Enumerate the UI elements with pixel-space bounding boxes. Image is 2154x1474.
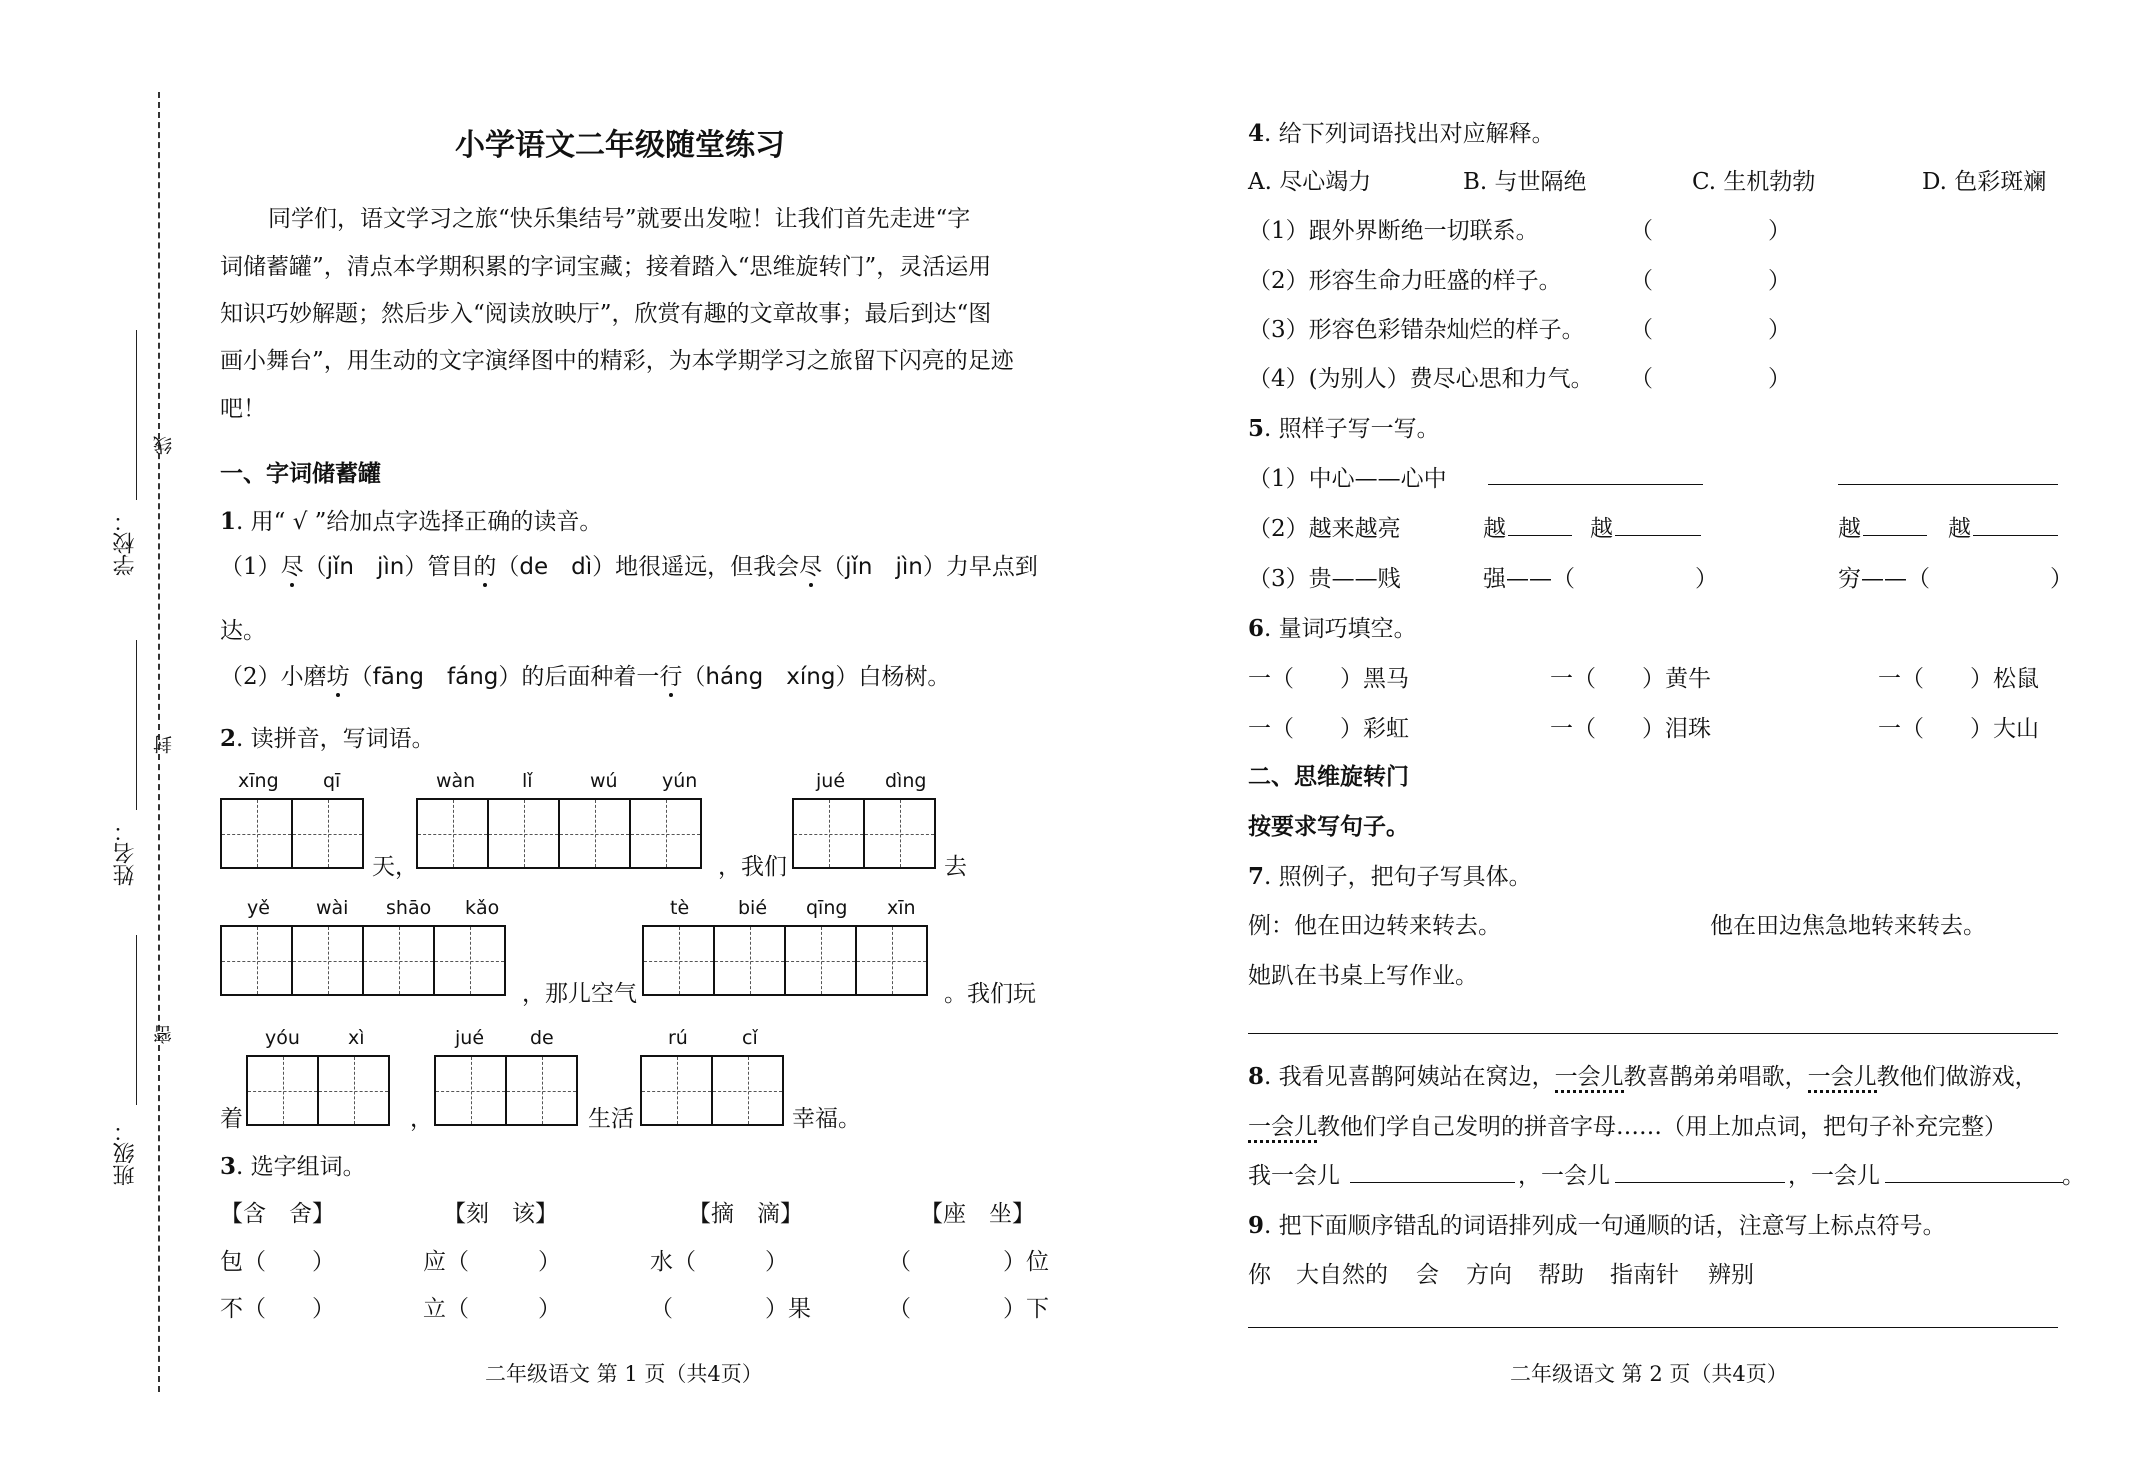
q4-answer-paren[interactable]: （ ） [1630,317,1791,343]
pinyin: wú [590,770,618,792]
q2-number: 2 [220,725,237,752]
q1-number: 1 [220,508,237,535]
q4-answer-paren[interactable]: （ ） [1630,218,1791,244]
q6-number: 6 [1248,615,1265,642]
class-label: 班级： [113,1120,138,1186]
writing-grid-yewaishaokao[interactable] [220,925,506,996]
pinyin: rú [668,1027,688,1049]
q2-text-4: ，那儿空气 [522,981,637,1007]
q8-dotted-word-3: 一会儿 [1248,1114,1317,1143]
q8-text-2: 教喜鹊弟弟唱歌， [1623,1064,1808,1090]
q3-blank[interactable]: 水（ ） [650,1249,788,1275]
q4-text: . 给下列词语找出对应解释。 [1264,121,1555,147]
q9-word: 辨别 [1708,1262,1754,1288]
q1-prompt [220,503,602,536]
q7-text: . 照例子，把句子写具体。 [1264,864,1532,890]
pinyin: xì [348,1027,365,1049]
q1-dotted-char-2: 的 [473,554,497,580]
q3-header-1: 【含 舍】 [220,1201,335,1227]
pinyin: tè [670,897,690,919]
q8-dotted-word-2: 一会儿 [1808,1064,1877,1093]
yue-char: 越 [1838,516,1861,542]
q6-blank[interactable]: 一（ ）黑马 [1248,666,1409,692]
q8-answer-a4: 。 [2062,1163,2085,1189]
q9-word: 方向 [1466,1262,1512,1288]
intro-line-4: 画小舞台”，用生动的文字演绎图中的精彩，为本学期学习之旅留下闪亮的足迹 [220,348,1014,374]
school-line [136,330,137,500]
q3-number: 3 [220,1153,237,1180]
q3-blank[interactable]: （ ）下 [888,1296,1049,1322]
q3-header-2: 【刻 该】 [443,1201,558,1227]
answer-line[interactable] [1615,1182,1785,1183]
q9-word: 帮助 [1538,1262,1584,1288]
q7-question: 她趴在书桌上写作业。 [1248,963,1478,989]
q2-prompt [220,720,435,753]
q4-answer-paren[interactable]: （ ） [1630,268,1791,294]
pinyin: wàn [436,770,476,792]
pinyin: de [530,1027,554,1049]
pinyin: kǎo [465,897,500,919]
q2-text-3: 去 [944,854,967,880]
q4-option-b: B. 与世隔绝 [1463,169,1587,195]
q1-l1-part3: （jǐn jìn）力早点到 [822,554,1038,580]
q4-number: 4 [1248,120,1265,147]
section-2-heading: 二、思维旋转门 [1248,763,1409,790]
q8-answer-a3: ，一会儿 [1788,1163,1880,1189]
answer-line[interactable] [1508,535,1572,536]
section-2-subheading: 按要求写句子。 [1248,813,1409,840]
answer-line[interactable] [1488,484,1703,485]
q3-text: . 选字组词。 [236,1154,366,1180]
q6-blank[interactable]: 一（ ）大山 [1878,716,2039,742]
close-paren: ） [2050,566,2073,592]
name-line [136,640,137,810]
pinyin: qī [323,770,341,792]
q8-answer-a1: 我一会儿 [1248,1163,1340,1189]
q4-item: （1）跟外界断绝一切联系。 [1248,218,1539,244]
seal-char-feng: 封 [153,735,175,754]
writing-grid-xingqi[interactable] [220,798,364,869]
q7-number: 7 [1248,863,1265,890]
q3-header-3: 【摘 滴】 [688,1201,803,1227]
q1-line-1b: 达。 [220,618,266,644]
pinyin: qīng [806,897,848,919]
intro-line-2: 词储蓄罐”，清点本学期积累的字词宝藏；接着踏入“思维旋转门”，灵活运用 [220,254,992,280]
q6-blank[interactable]: 一（ ）泪珠 [1550,716,1711,742]
name-label: 姓名： [113,820,138,886]
q1-l1-part1: （jǐn jìn）管目 [303,554,474,580]
q9-answer-line[interactable] [1248,1327,2058,1328]
q1-l1-part2: （de dì）地很遥远，但我会 [496,554,800,580]
q3-blank[interactable]: 包（ ） [220,1249,335,1275]
seal-char-mi: 密 [153,1025,175,1044]
q3-blank[interactable]: （ ）果 [650,1296,811,1322]
q5-row-1: （1）中心——心中 [1248,466,1447,492]
q4-item: （4）(为别人）费尽心思和力气。 [1248,366,1594,392]
q3-blank[interactable]: 不（ ） [220,1296,335,1322]
answer-line[interactable] [1350,1182,1515,1183]
pinyin: lǐ [522,770,533,792]
pinyin: yún [662,770,698,792]
intro-line-5: 吧！ [220,396,266,422]
q2-text-5: 。我们玩 [944,981,1036,1007]
answer-line[interactable] [1973,535,2058,536]
q3-prompt [220,1148,366,1181]
q4-answer-paren[interactable]: （ ） [1630,366,1791,392]
q5-qiong: 穷——（ [1838,566,1930,592]
yue-char: 越 [1483,516,1506,542]
pinyin: dìng [885,770,927,792]
q5-row-2: （2）越来越亮 [1248,516,1401,542]
q6-text: . 量词巧填空。 [1264,616,1417,642]
page-2-footer: 二年级语文 第 2 页（共4页） [1510,1362,1788,1386]
q8-number: 8 [1248,1063,1265,1090]
q1-l2-prefix: （2）小磨 [220,664,327,690]
q9-text: . 把下面顺序错乱的词语排列成一句通顺的话，注意写上标点符号。 [1264,1213,1946,1239]
pinyin: wài [316,897,349,919]
writing-grid-tebieqingxin[interactable] [642,925,928,996]
q3-blank[interactable]: （ ）位 [888,1249,1049,1275]
q1-l1-prefix: （1） [220,554,281,580]
intro-line-1: 同学们，语文学习之旅“快乐集结号”就要出发啦！让我们首先走进“字 [268,206,971,232]
yue-char: 越 [1948,516,1971,542]
q9-word: 指南针 [1610,1262,1679,1288]
q7-answer-line[interactable] [1248,1033,2058,1034]
q4-option-d: D. 色彩斑斓 [1922,169,2047,195]
q4-prompt [1248,115,1555,148]
q8-dotted-word-1: 一会儿 [1555,1064,1624,1093]
q2-text-2: ，我们 [718,854,787,880]
q2-text-6: 着 [220,1106,243,1132]
intro-line-3: 知识巧妙解题；然后步入“阅读放映厅”，欣赏有趣的文章故事；最后到达“图 [220,301,992,327]
writing-grid-juede[interactable] [434,1055,578,1126]
answer-line[interactable] [1885,1182,2063,1183]
q3-header-4: 【座 坐】 [920,1201,1035,1227]
q1-text: . 用“ √ ”给加点字选择正确的读音。 [236,509,603,535]
q2-text-8: 生活 [588,1106,634,1132]
q6-blank[interactable]: 一（ ）松鼠 [1878,666,2039,692]
q1-dotted-char-1: 尽 [280,554,304,580]
writing-grid-wanliwuyun[interactable] [416,798,702,869]
pinyin: shāo [386,897,432,919]
writing-grid-youxi[interactable] [246,1055,390,1126]
close-paren: ） [1695,566,1718,592]
page-1-footer: 二年级语文 第 1 页（共4页） [485,1362,763,1386]
q2-text-1: 天， [372,854,418,880]
pinyin: cǐ [742,1027,758,1049]
pinyin: yóu [265,1027,300,1049]
pinyin: jué [816,770,846,792]
answer-line[interactable] [1838,484,2058,485]
q5-row-3: （3）贵——贱 [1248,566,1401,592]
class-line [136,935,137,1105]
q6-prompt [1248,610,1417,643]
q2-text-7: ， [410,1106,433,1132]
pinyin: bié [738,897,768,919]
q7-example-answer: 他在田边焦急地转来转去。 [1710,913,1986,939]
pinyin: xīn [887,897,916,919]
q1-l2-part2: （háng xíng）白杨树。 [682,664,951,690]
seal-char-xian: 线 [153,436,175,455]
q1-dotted-char-3: 尽 [799,554,823,580]
page-title: 小学语文二年级随堂练习 [455,128,785,163]
q6-blank[interactable]: 一（ ）黄牛 [1550,666,1711,692]
q8-line-1 [1248,1058,2038,1091]
q1-line-1 [220,548,1038,581]
yue-char: 越 [1590,516,1613,542]
q6-blank[interactable]: 一（ ）彩虹 [1248,716,1409,742]
q8-line-2 [1248,1108,2007,1141]
q5-number: 5 [1248,415,1265,442]
q9-number: 9 [1248,1212,1265,1239]
q4-option-c: C. 生机勃勃 [1692,169,1816,195]
q9-word: 你 [1248,1262,1271,1288]
pinyin: xīng [238,770,279,792]
q7-example: 例：他在田边转来转去。 [1248,913,1501,939]
q4-option-a: A. 尽心竭力 [1248,169,1372,195]
q8-text-4: 教他们学自己发明的拼音字母……（用上加点词，把句子补充完整） [1317,1114,2007,1140]
q4-item: （3）形容色彩错杂灿烂的样子。 [1248,317,1585,343]
q9-prompt [1248,1207,1946,1240]
q3-blank[interactable]: 立（ ） [423,1296,561,1322]
writing-grid-ruci[interactable] [640,1055,784,1126]
section-1-heading: 一、字词储蓄罐 [220,460,381,487]
q2-text-9: 幸福。 [792,1106,861,1132]
q8-text-3: 教他们做游戏， [1876,1064,2038,1090]
answer-line[interactable] [1615,535,1701,536]
q5-text: . 照样子写一写。 [1264,416,1440,442]
q1-line-2 [220,658,950,691]
school-label: 学校： [113,510,138,576]
writing-grid-jueding[interactable] [792,798,936,869]
q9-word: 会 [1416,1262,1439,1288]
q1-dotted-char-5: 行 [659,664,683,690]
q2-text: . 读拼音，写词语。 [236,726,435,752]
pinyin: yě [247,897,270,919]
q8-text-1: . 我看见喜鹊阿姨站在窝边， [1264,1064,1555,1090]
q1-l2-part1: （fāng fáng）的后面种着一 [349,664,660,690]
pinyin: jué [455,1027,485,1049]
q3-blank[interactable]: 应（ ） [423,1249,561,1275]
answer-line[interactable] [1863,535,1927,536]
q7-prompt [1248,858,1532,891]
q4-item: （2）形容生命力旺盛的样子。 [1248,268,1562,294]
q5-prompt [1248,410,1440,443]
q8-answer-a2: ，一会儿 [1518,1163,1610,1189]
q1-dotted-char-4: 坊 [326,664,350,690]
q5-qiang: 强——（ [1483,566,1575,592]
q9-word: 大自然的 [1296,1262,1388,1288]
